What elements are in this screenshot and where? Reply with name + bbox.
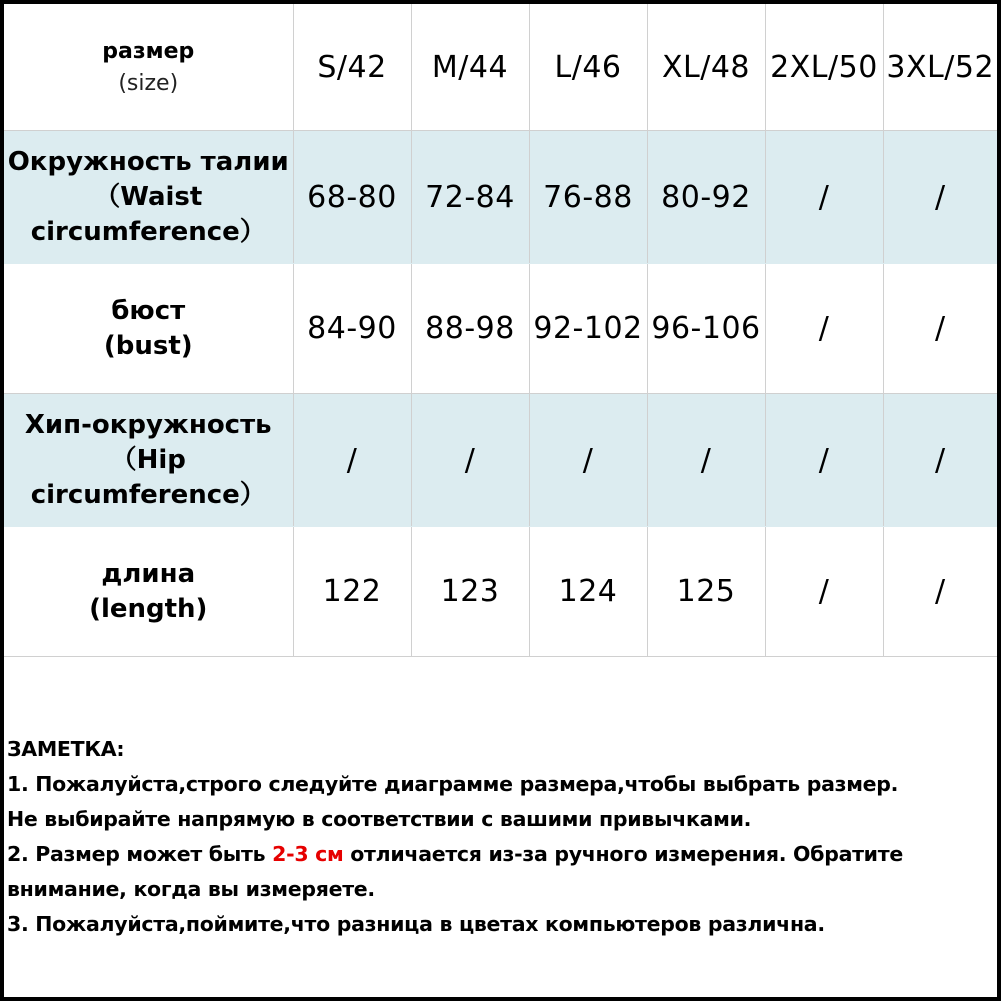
- length-value: /: [765, 527, 883, 657]
- note-line-2: Не выбирайте напрямую в соответствии с вашими привычками.: [7, 807, 752, 831]
- length-value: 122: [293, 527, 411, 657]
- length-value: /: [883, 527, 997, 657]
- hip-value: /: [765, 394, 883, 527]
- note-line-5: 3. Пожалуйста,поймите,что разница в цветах компьютеров различна.: [7, 912, 825, 936]
- note-line-4: внимание, когда вы измеряете.: [7, 877, 375, 901]
- size-chart-table: [4, 4, 997, 657]
- bust-value: /: [883, 264, 997, 394]
- waist-label-cell: [4, 131, 293, 264]
- length-label-cell: [4, 527, 293, 657]
- row-label-line: circumference）: [30, 216, 266, 247]
- size-cell: 3XL/52: [883, 4, 997, 131]
- bust-label-cell: [4, 264, 293, 394]
- size-cell: S/42: [293, 4, 411, 131]
- row-label-line: Хип-окружность: [24, 409, 272, 440]
- bust-row: [4, 264, 997, 394]
- hip-label-cell: [4, 394, 293, 527]
- bust-value: 88-98: [411, 264, 529, 394]
- note-line-3-start: 2. Размер может быть: [7, 842, 273, 866]
- row-label-line: (bust): [103, 330, 193, 361]
- row-label-line: (length): [89, 593, 208, 624]
- waist-value: /: [765, 131, 883, 264]
- hip-value: /: [647, 394, 765, 527]
- length-value: 125: [647, 527, 765, 657]
- row-label-line: бюст: [111, 295, 186, 326]
- note-highlight: 2-3 см: [272, 842, 344, 866]
- notes-block: [7, 732, 995, 942]
- size-label: размер: [102, 39, 195, 64]
- row-label-line: （Waist: [94, 181, 203, 212]
- notes-title: ЗАМЕТКА:: [7, 737, 125, 761]
- note-line-3-end: отличается из-за ручного измерения. Обратите: [343, 842, 903, 866]
- waist-value: 68-80: [293, 131, 411, 264]
- waist-value: 80-92: [647, 131, 765, 264]
- waist-row: [4, 131, 997, 264]
- size-header-label-cell: [4, 4, 293, 131]
- size-header-row: [4, 4, 997, 131]
- waist-value: /: [883, 131, 997, 264]
- bust-value: 92-102: [529, 264, 647, 394]
- waist-value: 72-84: [411, 131, 529, 264]
- hip-value: /: [529, 394, 647, 527]
- size-cell: L/46: [529, 4, 647, 131]
- hip-value: /: [883, 394, 997, 527]
- length-value: 124: [529, 527, 647, 657]
- hip-value: /: [293, 394, 411, 527]
- row-label-line: （Hip: [110, 444, 186, 475]
- size-cell: 2XL/50: [765, 4, 883, 131]
- length-row: [4, 527, 997, 657]
- row-label-line: circumference）: [30, 479, 266, 510]
- row-label-line: Окружность талии: [7, 146, 289, 177]
- size-cell: M/44: [411, 4, 529, 131]
- size-sublabel: (size): [118, 71, 179, 96]
- size-cell: XL/48: [647, 4, 765, 131]
- length-value: 123: [411, 527, 529, 657]
- note-line-3: [7, 837, 995, 872]
- bust-value: /: [765, 264, 883, 394]
- hip-value: /: [411, 394, 529, 527]
- note-line-1: 1. Пожалуйста,строго следуйте диаграмме размера,чтобы выбрать размер.: [7, 772, 899, 796]
- bust-value: 96-106: [647, 264, 765, 394]
- bust-value: 84-90: [293, 264, 411, 394]
- row-label-line: длина: [101, 558, 196, 589]
- hip-row: [4, 394, 997, 527]
- waist-value: 76-88: [529, 131, 647, 264]
